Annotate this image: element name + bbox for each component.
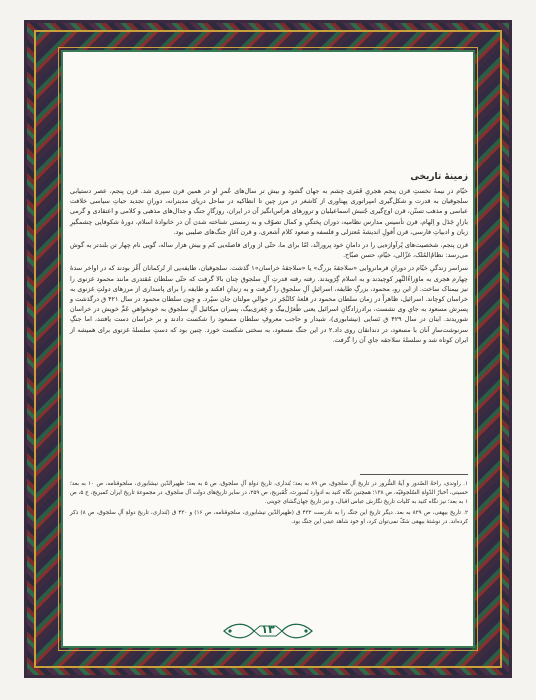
paragraph: خیّام در نیمهٔ نخستِ قرن پنجم هجریِ قَمَری چشم به جهان گشود و بیش تر سال‌های عُمرِ او در همین قرن سپری شد. قرن پنجم، عصر دستیابی سلجوقیان به قدرت و شکل‌گیری امپراتوری پهناوری از کاشغر در مرز چین تا انطاکیه در ساحل دریای مدیترانه، دورانِ تجدید حیاتِ سیاسی خلافت عباسی و مذهب تسنّن، قرن اوج‌گیری جُنبش اسماعیلیان و ترورهای هراس‌انگیز آن در ایران، روزگارِ جنگ و جدال‌های مذهبی و کلامی و اعتقادی و گرمی بازارِ جَدَل و اِلهام، قرن تأسیس مدارس نظامیه، دوران پختگیِ و کمال تصوّف و به زمستی شناخته شدن آن در خانوادهٔ اسلام، دورهٔ شکوفایی چشمگیرِ زبان و ادبیاتِ فارسی، قرن اُفولِ اندیشهٔ مُعتزلی و فلسفه و صعود کلام اَشعری، و قرن آغازِ جنگ‌های صلیبی بود.: [70, 187, 468, 236]
section-heading: زمینهٔ تاریخی: [410, 172, 468, 182]
paragraph: قرن پنجم، شخصیت‌های پُرآوازه‌یی را در دامانِ خود پرورانْد، امّا برای ما، حتّی از ورای فاصله‌یی کم و بیش هزار ساله، گویی نام چهار تن بلندتر به گوش می‌رسد: نظامُ‌المُلک، غزّالی، خیّام، حسن صبّاح.: [70, 241, 468, 260]
page-number-ornament: [220, 620, 316, 642]
main-text: [70, 172, 468, 348]
paragraph: سراسر زندگیِ خیّام در دورانِ فرمانروایی «سلاجقهٔ بزرگ» یا «سلاجقهٔ خراسان»۱ گذشت. سلجوقیان، طایفه‌یی از تُرکمانان اُغُز بودند که در اواخر سدهٔ چهارم هجری به ماوَراءُالنَّهر کوچیدند و به اسلام گِرَویدند. رفته رفته قدرتِ آلِ سلجوق چنان بالا گرفت که حتّی سلطان مُقتدری مانند محمود غزنوی را نیز بیمناک ساخت. از این رو، محمود، بزرگِ طایفه، اسرائیلِ آلِ سلجوق را گرفت و به زندانِ افکند و طایفه را برای پاسداری از مرزهای دولتِ غزنوی به خراسان کوچاند. اسرائیل، ظاهراً در زمان سلطان محمود در قلعهٔ کالنْجَر در حوالیِ مولتان جان سپُرد. و چون سلطان محمود در سال ۴۲۱ ق درگذشت و پسرش مسعود به جایِ وی نشست، برادرزادگانِ اسرائیل یعنی طُغرُل‌بیگ و چَغری‌بیگ، پسران میکائیل آلِ سلجوق به خونخواهیِ عَمِّ خویش در خراسان شوریدند. اینان در سال ۴۲۹ ق نَسایی (نیشابوری)، شیدار و حاجب معروفِ سلطان مسعود را شکست دادند و بر خراسان دست یافتند، اما جنگِ سرنوشت‌سازِ آنان با مسعود، در دندانقان روی داد.۲ در این جنگ مسعود، به سختی شکست خورد. چنین بود که دستِ سلسلهٔ غزنوی برای همیشه از ایران کوتاه شد و سلسلهٔ سلاجقه جایِ آن را گرفت.: [70, 264, 469, 344]
footnotes: [70, 480, 468, 529]
text-frame: [61, 50, 475, 648]
footnote: ۲. تاریخ بیهقی، ص ۸۲۹ به بعد. دیگر تاریخ این جنگ را به نادرست ۴۳۲ ق (ظهیرالدّین نیشابوری، سلجوقنامه، ص ۱۶) و ۴۳۰ ق (بُنداری، تاریخ دولةِ آلِ سلجوق، ص ۸) ذکر کرده‌اند. در نوشتهٔ بیهقی شکّ نمی‌توان کرد، او خود شاهد عینی این جنگ بود.: [70, 510, 468, 525]
page-number: ۱۳: [261, 623, 275, 636]
footnote-divider: [360, 474, 468, 475]
footnote: ۱. راوندی، راحةُ الصّدور و آیةُ السُّرور در تاریخ آلِ سلجوق، ص ۸۹ به بعد؛ بُنداری، تاریخ دولةِ آلِ سلجوق، ص ۵ به بعد؛ ظهیرالدّین نیشابوری، سلجوقنامه، ص ۱۰ به بعد؛ حسینی، اَخبارُ الدّولةِ السّلجوقیّه، ص ۱۳۸؛ همچنین نگاه کنید به ادوارد بُسورث، کُمْبریج، ص ۲۵۹، در سایر تاریخ‌های دولت آل سلجوق، در مجموعهٔ تاریخ ایران کمبریج، ج ۵، ص ۱ به بعد؛ نیز نگاه کنید به کلیات تاریخ نگارش عباس اقبال، و نیز تاریخ جهان‌گشای جوینی.: [70, 481, 468, 505]
